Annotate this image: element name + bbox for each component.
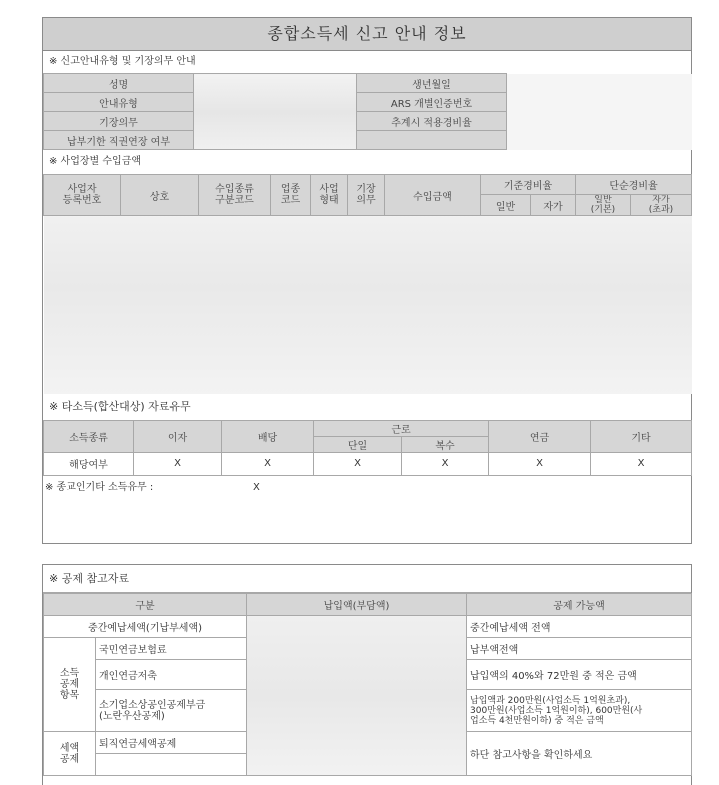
row-applicable-label: 해당여부 bbox=[44, 452, 134, 475]
deduction-table bbox=[43, 593, 692, 776]
religion-income-label: ※ 종교인기타 소득유무 : bbox=[45, 481, 154, 493]
value-interest: X bbox=[134, 452, 222, 475]
section1-note: ※ 신고안내유형 및 기장의무 안내 bbox=[49, 56, 196, 67]
deductible-national-pension: 납부액전액 bbox=[467, 638, 692, 660]
col-std-rate: 기준경비율 bbox=[481, 175, 576, 195]
label-ars-number: ARS 개별인증번호 bbox=[357, 93, 507, 112]
col-simple-self: 자가 (초과) bbox=[631, 195, 692, 216]
value-other: X bbox=[591, 452, 692, 475]
page-title: 종합소득세 신고 안내 정보 bbox=[43, 18, 691, 51]
label-empty bbox=[357, 131, 507, 150]
col-bookkeeping: 기장 의무 bbox=[348, 175, 385, 216]
filing-guide-table bbox=[43, 73, 692, 150]
col-industry-code: 업종 코드 bbox=[271, 175, 311, 216]
col-pension: 연금 bbox=[489, 420, 591, 452]
col-std-self: 자가 bbox=[531, 195, 576, 216]
income-deduction-group: 소득 공제 항목 bbox=[44, 638, 96, 732]
col-income-code: 수입종류 구분코드 bbox=[199, 175, 271, 216]
col-paid-amount: 납입액(부담액) bbox=[247, 594, 467, 616]
deductible-personal-pension: 납입액의 40%와 72만원 중 적은 금액 bbox=[467, 660, 692, 690]
value-labor-multiple: X bbox=[402, 452, 489, 475]
paid-amount-blurred bbox=[247, 616, 467, 776]
value-labor-single: X bbox=[314, 452, 402, 475]
label-name: 성명 bbox=[44, 74, 194, 93]
business-rows-blurred bbox=[44, 216, 692, 394]
section2-note: ※ 사업장별 수입금액 bbox=[49, 156, 142, 167]
prepaid-tax-deductible: 중간예납세액 전액 bbox=[467, 616, 692, 638]
name-value-blurred bbox=[194, 74, 357, 150]
item-personal-pension: 개인연금저축 bbox=[96, 660, 247, 690]
col-deductible: 공제 가능액 bbox=[467, 594, 692, 616]
value-dividend: X bbox=[222, 452, 314, 475]
religion-income-value: X bbox=[253, 481, 260, 493]
tax-credit-deductible: 하단 참고사항을 확인하세요 bbox=[467, 732, 692, 776]
religion-income-line bbox=[43, 476, 691, 500]
col-simple-rate: 단순경비율 bbox=[576, 175, 692, 195]
label-birthdate: 생년월일 bbox=[357, 74, 507, 93]
business-revenue-table bbox=[43, 174, 692, 394]
section3-note: ※ 타소득(합산대상) 자료유무 bbox=[49, 399, 191, 413]
item-national-pension: 국민연금보험료 bbox=[96, 638, 247, 660]
col-simple-general: 일반 (기본) bbox=[576, 195, 631, 216]
birthdate-value-blurred bbox=[507, 74, 692, 150]
col-other: 기타 bbox=[591, 420, 692, 452]
col-interest: 이자 bbox=[134, 420, 222, 452]
col-labor-single: 단일 bbox=[314, 436, 402, 452]
deductible-yellow-umbrella: 납입액과 200만원(사업소득 1억원초과), 300만원(사업소득 1억원이하), 600만원(사 업소득 4천만원이하) 중 적은 금액 bbox=[467, 690, 692, 732]
col-biz-type: 사업 형태 bbox=[311, 175, 348, 216]
label-guide-type: 안내유형 bbox=[44, 93, 194, 112]
col-labor: 근로 bbox=[314, 420, 489, 436]
col-revenue: 수입금액 bbox=[385, 175, 481, 216]
item-tax-credit-empty bbox=[96, 754, 247, 776]
deduction-reference-panel bbox=[42, 564, 692, 785]
item-retirement-pension: 퇴직연금세액공제 bbox=[96, 732, 247, 754]
col-category: 구분 bbox=[44, 594, 247, 616]
col-labor-multiple: 복수 bbox=[402, 436, 489, 452]
value-pension: X bbox=[489, 452, 591, 475]
col-name: 상호 bbox=[121, 175, 199, 216]
col-income-type: 소득종류 bbox=[44, 420, 134, 452]
label-bookkeeping: 기장의무 bbox=[44, 112, 194, 131]
item-yellow-umbrella: 소기업소상공인공제부금 (노란우산공제) bbox=[96, 690, 247, 732]
section4-note: ※ 공제 참고자료 bbox=[43, 565, 691, 593]
tax-credit-group: 세액 공제 bbox=[44, 732, 96, 776]
label-deadline-extension: 납부기한 직권연장 여부 bbox=[44, 131, 194, 150]
col-biz-no: 사업자 등록번호 bbox=[44, 175, 121, 216]
col-std-general: 일반 bbox=[481, 195, 531, 216]
other-income-table bbox=[43, 420, 692, 476]
prepaid-tax-label: 중간예납세액(기납부세액) bbox=[44, 616, 247, 638]
income-tax-info-panel bbox=[42, 17, 692, 544]
label-estimated-rate: 추계시 적용경비율 bbox=[357, 112, 507, 131]
col-dividend: 배당 bbox=[222, 420, 314, 452]
